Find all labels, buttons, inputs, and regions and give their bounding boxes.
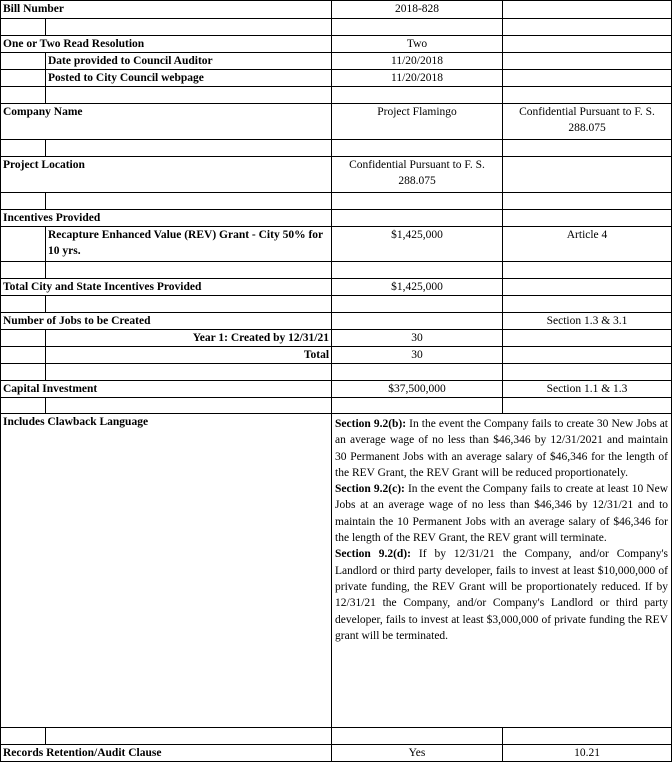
empty-cell bbox=[503, 347, 672, 364]
row-capital bbox=[1, 381, 672, 398]
incentive-item-value: $1,425,000 bbox=[332, 227, 503, 262]
row-date-posted bbox=[1, 70, 672, 87]
row-jobs-year1 bbox=[1, 330, 672, 347]
empty-cell bbox=[332, 210, 503, 227]
jobs-year1-label: Year 1: Created by 12/31/21 bbox=[46, 330, 332, 347]
incentives-label: Incentives Provided bbox=[1, 210, 332, 227]
spacer-row bbox=[1, 87, 672, 104]
location-label: Project Location bbox=[1, 157, 332, 193]
spacer-row bbox=[1, 364, 672, 381]
jobs-ref: Section 1.3 & 3.1 bbox=[503, 313, 672, 330]
clawback-section-b-heading: Section 9.2(b): bbox=[335, 418, 407, 430]
empty-cell bbox=[332, 313, 503, 330]
resolution-label: One or Two Read Resolution bbox=[1, 36, 332, 53]
capital-ref: Section 1.1 & 1.3 bbox=[503, 381, 672, 398]
capital-value: $37,500,000 bbox=[332, 381, 503, 398]
date-posted-label: Posted to City Council webpage bbox=[46, 70, 332, 87]
empty-cell bbox=[503, 1, 672, 19]
jobs-year1-value: 30 bbox=[332, 330, 503, 347]
total-incentives-value: $1,425,000 bbox=[332, 279, 503, 296]
spacer-row bbox=[1, 728, 672, 745]
clawback-section-c-body: In the event the Company fails to create at least 10 New Jobs at an average wage of no less than $46,346 by 12/31/21 and to maintain the 10 Permanent Jobs with an average salary of $46,346 for the length of the REV Grant, the REV grant will terminate. bbox=[335, 483, 669, 545]
spacer-row bbox=[1, 19, 672, 36]
jobs-total-label: Total bbox=[46, 347, 332, 364]
row-incentives bbox=[1, 210, 672, 227]
clawback-section-b-body: In the event the Company fails to create 30 New Jobs at an average wage of no less than $46,346 by 12/31/2021 and maintain 30 Permanent Jobs with an average salary of $46,346 for the length of the REV Grant, the REV Grant will be reduced proportionately. bbox=[335, 418, 669, 479]
row-company bbox=[1, 104, 672, 140]
location-value: Confidential Pursuant to F. S. 288.075 bbox=[332, 157, 503, 193]
row-total-incentives bbox=[1, 279, 672, 296]
incentive-item-label: Recapture Enhanced Value (REV) Grant - City 50% for 10 yrs. bbox=[46, 227, 332, 262]
row-jobs-total bbox=[1, 347, 672, 364]
company-ref: Confidential Pursuant to F. S. 288.075 bbox=[503, 104, 672, 140]
jobs-label: Number of Jobs to be Created bbox=[1, 313, 332, 330]
row-bill-number bbox=[1, 1, 672, 19]
clawback-section-d-heading: Section 9.2(d): bbox=[335, 548, 411, 561]
clawback-label: Includes Clawback Language bbox=[1, 414, 332, 728]
row-incentive-item bbox=[1, 227, 672, 262]
date-auditor-label: Date provided to Council Auditor bbox=[46, 53, 332, 70]
row-records bbox=[1, 745, 672, 762]
empty-cell bbox=[503, 36, 672, 53]
indent-cell bbox=[1, 330, 46, 347]
empty-cell bbox=[503, 330, 672, 347]
company-label: Company Name bbox=[1, 104, 332, 140]
spacer-row bbox=[1, 398, 672, 414]
empty-cell bbox=[503, 279, 672, 296]
total-incentives-label: Total City and State Incentives Provided bbox=[1, 279, 332, 296]
records-value: Yes bbox=[332, 745, 503, 762]
records-label: Records Retention/Audit Clause bbox=[1, 745, 332, 762]
capital-label: Capital Investment bbox=[1, 381, 332, 398]
incentive-item-ref: Article 4 bbox=[503, 227, 672, 262]
clawback-section-b bbox=[335, 416, 668, 481]
empty-cell bbox=[503, 53, 672, 70]
empty-cell bbox=[503, 210, 672, 227]
bill-number-value: 2018-828 bbox=[332, 1, 503, 19]
indent-cell bbox=[1, 53, 46, 70]
bill-number-label: Bill Number bbox=[1, 1, 332, 19]
empty-cell bbox=[503, 157, 672, 193]
clawback-section-d-body: If by 12/31/21 the Company, and/or Company's Landlord or third party developer, fails to invest at least $10,000,000 of private funding, the REV Grant will be proportionately reduced. If by 12/31/21 the Company, and/or Company's Landlord or third party developer, fails to invest at least $3,000,000 of private funding the REV grant will be terminated. bbox=[335, 548, 669, 642]
records-ref: 10.21 bbox=[503, 745, 672, 762]
row-location bbox=[1, 157, 672, 193]
spacer-row bbox=[1, 193, 672, 210]
company-value: Project Flamingo bbox=[332, 104, 503, 140]
row-jobs bbox=[1, 313, 672, 330]
jobs-total-value: 30 bbox=[332, 347, 503, 364]
row-clawback bbox=[1, 414, 672, 728]
row-resolution bbox=[1, 36, 672, 53]
clawback-section-c-heading: Section 9.2(c): bbox=[335, 483, 405, 496]
spacer-row bbox=[1, 296, 672, 313]
date-auditor-value: 11/20/2018 bbox=[332, 53, 503, 70]
empty-cell bbox=[503, 70, 672, 87]
date-posted-value: 11/20/2018 bbox=[332, 70, 503, 87]
resolution-value: Two bbox=[332, 36, 503, 53]
row-date-auditor bbox=[1, 53, 672, 70]
indent-cell bbox=[1, 70, 46, 87]
spacer-row bbox=[1, 140, 672, 157]
clawback-text bbox=[332, 414, 672, 728]
indent-cell bbox=[1, 347, 46, 364]
spacer-row bbox=[1, 262, 672, 279]
clawback-section-d bbox=[335, 546, 668, 644]
indent-cell bbox=[1, 227, 46, 262]
clawback-section-c bbox=[335, 481, 668, 546]
